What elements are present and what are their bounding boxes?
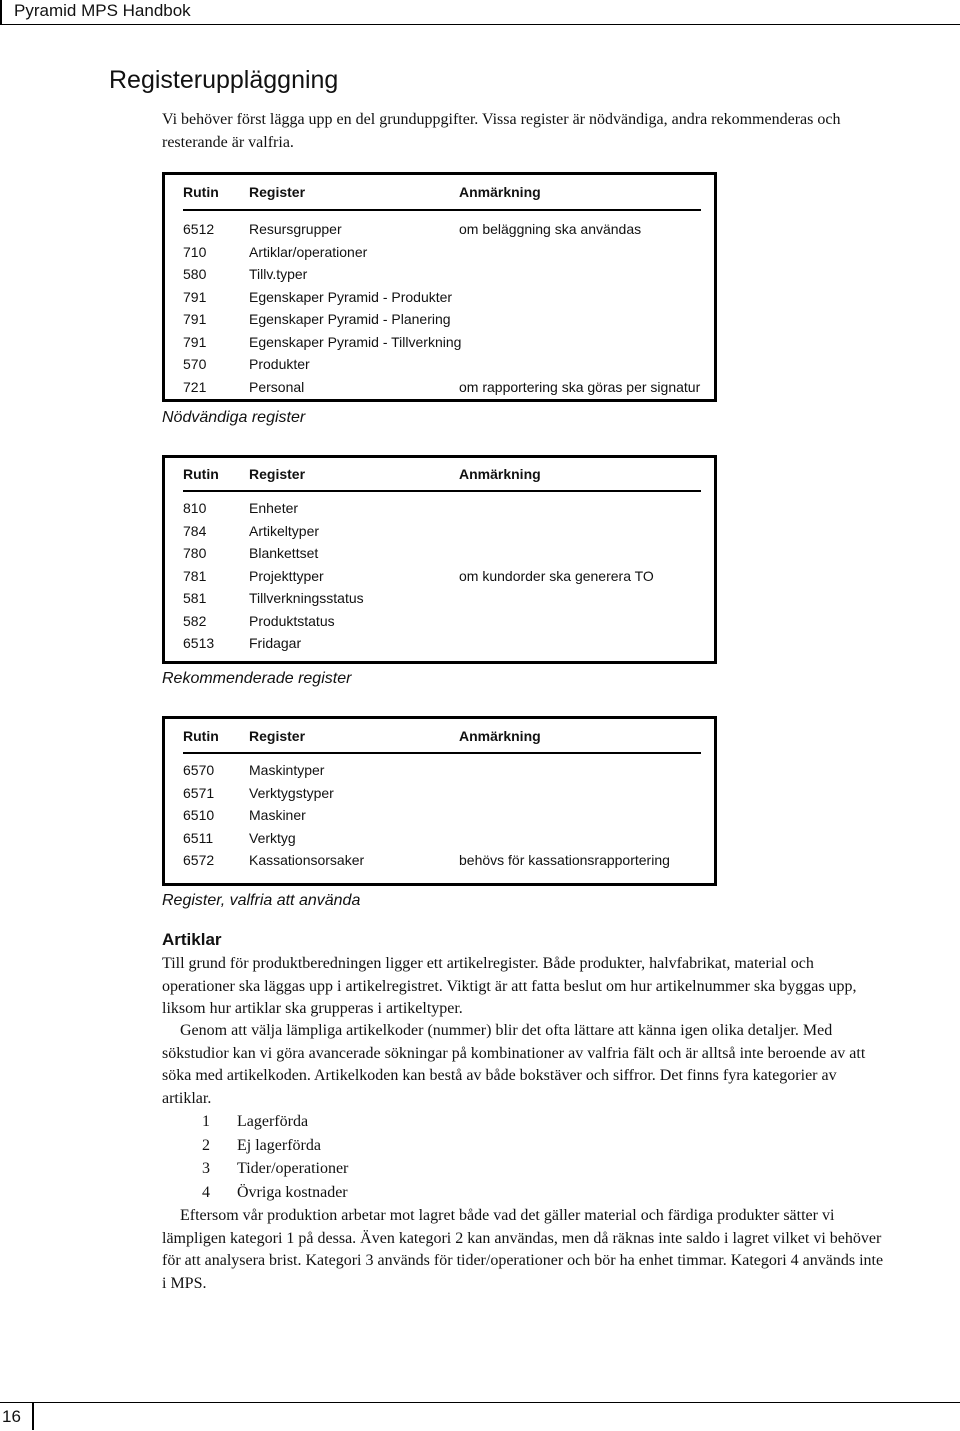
table-row [183,762,703,782]
artiklar-paragraph-2: Genom att välja lämpliga artikelkoder (nummer) blir det ofta lättare att känna igen olika detaljer. Med sökstudior kan vi göra avancerade sökningar på kombinationer av valfria fält och är alltså inte beroende av att söka med artikelkoden. Artikelkoden kan bestå av både bokstäver och siffror. Det finns fyra kategorier av artiklar. [162,1022,866,1107]
category-label: Övriga kostnader [237,1183,348,1201]
table-row [183,785,703,805]
col-anmarkning-header: Anmärkning [459,466,541,482]
cell-rutin: 780 [183,545,207,561]
category-number: 1 [202,1113,210,1130]
cell-register: Enheter [249,500,299,516]
cell-register: Verktygstyper [249,784,334,801]
table-row [183,590,703,610]
list-item [202,1181,348,1205]
cell-anmarkning: behövs för kassationsrapportering [459,852,670,868]
page-number: 16 [0,1403,34,1430]
cell-register: Resursgrupper [249,221,342,237]
cell-register: Tillv.typer [249,266,308,282]
register-table-optional [162,716,717,886]
cell-rutin: 810 [183,500,207,516]
cell-rutin: 6511 [183,829,214,846]
cell-rutin: 6512 [183,221,215,237]
register-table-required [162,172,717,402]
category-number: 2 [202,1136,210,1154]
cell-anmarkning: om kundorder ska generera TO [459,567,654,584]
cell-rutin: 710 [183,243,207,260]
col-rutin-header: Rutin [183,728,219,744]
col-anmarkning-header: Anmärkning [459,184,541,200]
category-label: Ej lagerförda [237,1136,321,1154]
intro-paragraph: Vi behöver först lägga upp en del grunduppgifter. Vissa register är nödvändiga, andra rekommenderas och resterande är valfria. [162,111,841,151]
table-row [183,523,703,543]
category-number: 4 [202,1183,210,1201]
cell-anmarkning: om rapportering ska göras per signatur [459,378,701,395]
register-table-recommended [162,455,717,664]
table-caption-required: Nödvändiga register [162,409,306,426]
list-item [202,1134,348,1158]
cell-rutin: 791 [183,311,207,327]
cell-rutin: 784 [183,522,207,539]
table-row [183,266,703,286]
cell-rutin: 781 [183,567,207,584]
table-caption-optional: Register, valfria att använda [162,892,361,909]
table-row [183,568,703,588]
cell-register: Produktstatus [249,612,335,629]
category-label: Tider/operationer [237,1160,349,1177]
cell-register: Fridagar [249,635,302,651]
article-category-list [202,1110,348,1204]
table-row [183,379,703,399]
table-row [183,221,703,241]
cell-register: Artikeltyper [249,522,320,539]
category-label: Lagerförda [237,1113,309,1130]
page-footer [0,1402,960,1429]
artiklar-paragraph-3: Eftersom vår produktion arbetar mot lagret både vad det gäller material och färdiga produkter sätter vi lämpligen kategori 1 på dessa. Även kategori 2 kan användas, men då räknas inte saldo i lagret vilket vi behöver för att analysera brist. Kategori 3 används för tider/operationer och bör ha enhet timmar. Kategori 4 används inte i MPS. [162,1207,884,1292]
cell-rutin: 6570 [183,762,215,778]
artiklar-paragraph-1: Till grund för produktberedningen ligger ett artikelregister. Både produkter, halvfabrikat, material och operationer ska läggas upp i artikelregistret. Viktigt är att fatta beslut om hur artikelnummer ska byggas upp, liksom hur artiklar ska grupperas i artikeltyper. [162,955,857,1017]
category-number: 3 [202,1160,210,1177]
cell-rutin: 6513 [183,635,215,651]
cell-rutin: 580 [183,266,207,282]
cell-register: Personal [249,378,305,395]
cell-register: Egenskaper Pyramid - Produkter [249,288,453,305]
header-title: Pyramid MPS Handbok [14,1,191,20]
cell-register: Maskiner [249,807,306,823]
table-row [183,244,703,264]
cell-rutin: 791 [183,333,207,350]
cell-register: Artiklar/operationer [249,243,368,260]
col-rutin-header: Rutin [183,466,219,482]
cell-register: Blankettset [249,545,319,561]
table-row [183,807,703,827]
cell-register: Verktyg [249,829,296,846]
cell-rutin: 582 [183,612,207,629]
cell-anmarkning: om beläggning ska användas [459,221,642,237]
section-heading-artiklar: Artiklar [162,930,222,949]
cell-register: Egenskaper Pyramid - Tillverkning [249,333,462,350]
cell-register: Projekttyper [249,567,324,584]
cell-register: Kassationsorsaker [249,852,365,868]
cell-rutin: 721 [183,378,207,395]
table-row [183,356,703,376]
table-row [183,635,703,655]
table-row [183,545,703,565]
header-rule [183,490,701,492]
cell-register: Maskintyper [249,762,325,778]
table-caption-recommended: Rekommenderade register [162,670,352,687]
cell-rutin: 791 [183,288,207,305]
col-register-header: Register [249,728,306,744]
page-title: Registeruppläggning [109,66,339,94]
cell-rutin: 6510 [183,807,215,823]
running-header [0,0,960,25]
table-row [183,613,703,633]
cell-register: Produkter [249,356,310,372]
table-row [183,852,703,872]
table-row [183,500,703,520]
cell-rutin: 581 [183,590,207,606]
table-row [183,289,703,309]
cell-register: Tillverkningsstatus [249,590,364,606]
list-item [202,1110,348,1134]
cell-rutin: 6571 [183,784,215,801]
cell-register: Egenskaper Pyramid - Planering [249,311,451,327]
table-row [183,830,703,850]
header-rule [183,752,701,754]
table-row [183,334,703,354]
list-item [202,1157,348,1181]
col-anmarkning-header: Anmärkning [459,728,541,744]
col-register-header: Register [249,466,306,482]
table-row [183,311,703,331]
cell-rutin: 570 [183,356,207,372]
header-rule [183,209,701,211]
col-rutin-header: Rutin [183,184,219,200]
col-register-header: Register [249,184,306,200]
cell-rutin: 6572 [183,852,215,868]
